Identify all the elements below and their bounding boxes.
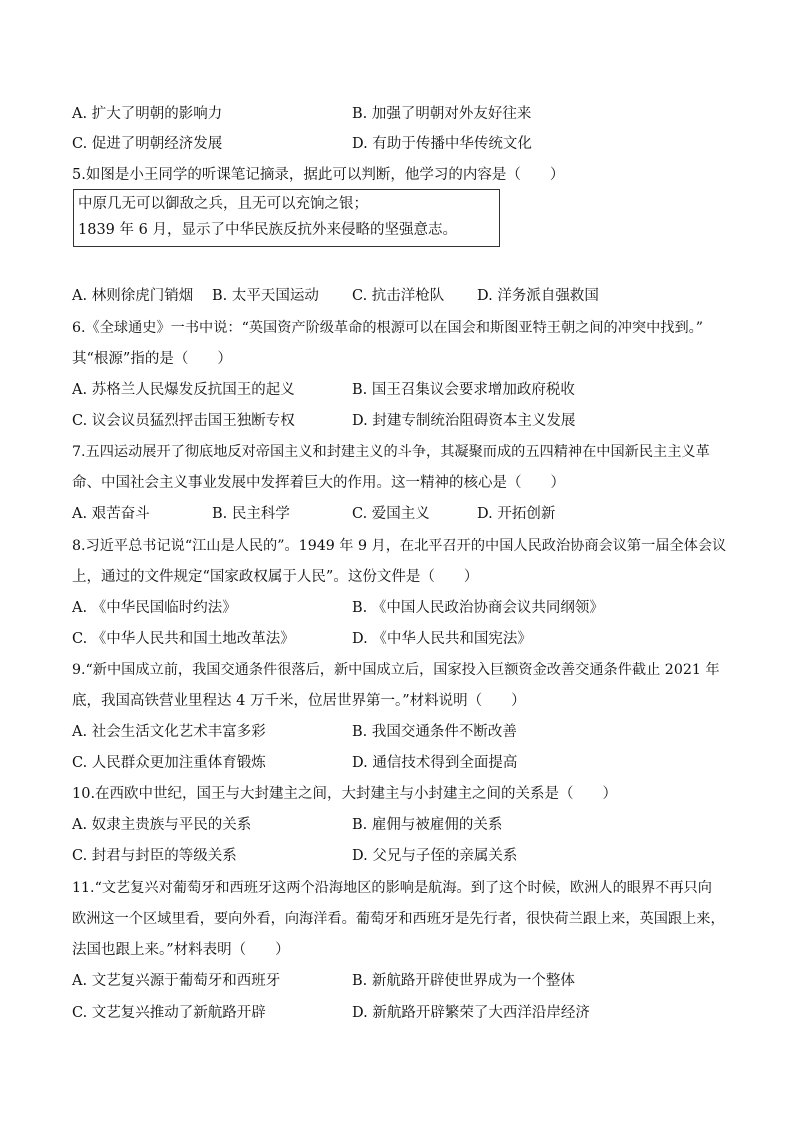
q8-option-b: B. 《中国人民政治协商会议共同纲领》	[352, 600, 604, 616]
q4-option-d: D. 有助于传播中华传统文化	[352, 136, 532, 152]
q5-option-a: A. 林则徐虎门销烟	[72, 288, 194, 304]
q9-option-a: A. 社会生活文化艺术丰富多彩	[72, 724, 266, 740]
q8-stem-line-1: 8.习近平总书记说“江山是人民的”。1949 年 9 月，在北平召开的中国人民政治协商会议第一届全体会议	[72, 538, 727, 554]
q5-option-d: D. 洋务派自强救国	[477, 288, 599, 304]
q11-stem-line-2: 欧洲这一个区域里看，要向外看，向海洋看。葡萄牙和西班牙是先行者，很快荷兰跟上来，英国跟上来，	[72, 911, 725, 927]
q11-stem-line-1: 11.“文艺复兴对葡萄牙和西班牙这两个沿海地区的影响是航海。到了这个时候，欧洲人的眼界不再只向	[72, 880, 712, 896]
q8-stem-line-2: 上，通过的文件规定“国家政权属于人民”。这份文件是（ ）	[72, 569, 479, 585]
q5-option-c: C. 抗击洋枪队	[352, 288, 445, 304]
q7-option-b: B. 民主科学	[212, 506, 290, 522]
q7-option-a: A. 艰苦奋斗	[72, 506, 150, 522]
q4-option-c: C. 促进了明朝经济发展	[72, 136, 223, 152]
q6-option-c: C. 议会议员猛烈抨击国王独断专权	[72, 413, 295, 429]
q9-option-c: C. 人民群众更加注重体育锻炼	[72, 755, 266, 771]
q9-stem-line-2: 底，我国高铁营业里程达 4 万千米，位居世界第一。”材料说明（ ）	[72, 693, 526, 709]
q6-stem-line-1: 6.《全球通史》一书中说：“英国资产阶级革命的根源可以在国会和斯图亚特王朝之间的冲突中找到。”	[72, 320, 704, 336]
q9-option-d: D. 通信技术得到全面提高	[352, 755, 518, 771]
q5-option-b: B. 太平天国运动	[212, 288, 319, 304]
q7-option-c: C. 爱国主义	[352, 506, 430, 522]
q7-option-d: D. 开拓创新	[477, 506, 556, 522]
q10-option-d: D. 父兄与子侄的亲属关系	[352, 848, 518, 864]
q8-option-c: C. 《中华人民共和国土地改革法》	[72, 631, 295, 647]
q9-option-b: B. 我国交通条件不断改善	[352, 724, 517, 740]
q11-option-b: B. 新航路开辟使世界成为一个整体	[352, 973, 575, 989]
q6-option-a: A. 苏格兰人民爆发反抗国王的起义	[72, 382, 295, 398]
q7-stem-line-1: 7.五四运动展开了彻底地反对帝国主义和封建主义的斗争，其凝聚而成的五四精神在中国新民主主义革	[72, 444, 710, 460]
q5-note-line-1: 中原几无可以御敌之兵，且无可以充饷之银；	[78, 196, 368, 212]
q4-option-b: B. 加强了明朝对外友好往来	[352, 106, 532, 122]
q6-stem-line-2: 其“根源”指的是（ ）	[72, 351, 232, 367]
q10-option-b: B. 雇佣与被雇佣的关系	[352, 817, 503, 833]
q8-option-a: A. 《中华民国临时约法》	[72, 600, 237, 616]
q6-option-b: B. 国王召集议会要求增加政府税收	[352, 382, 575, 398]
q5-note-line-2: 1839 年 6 月，显示了中华民族反抗外来侵略的坚强意志。	[78, 222, 457, 238]
q7-stem-line-2: 命、中国社会主义事业发展中发挥着巨大的作用。这一精神的核心是（ ）	[72, 475, 565, 491]
q6-option-d: D. 封建专制统治阻碍资本主义发展	[352, 413, 576, 429]
q11-option-c: C. 文艺复兴推动了新航路开辟	[72, 1005, 266, 1021]
q11-option-a: A. 文艺复兴源于葡萄牙和西班牙	[72, 973, 281, 989]
q10-option-c: C. 封君与封臣的等级关系	[72, 848, 237, 864]
q5-stem: 5.如图是小王同学的听课笔记摘录，据此可以判断，他学习的内容是（ ）	[72, 167, 565, 183]
q10-option-a: A. 奴隶主贵族与平民的关系	[72, 817, 252, 833]
q4-option-a: A. 扩大了明朝的影响力	[72, 106, 223, 122]
q9-stem-line-1: 9.“新中国成立前，我国交通条件很落后，新中国成立后，国家投入巨额资金改善交通条件截止 2021 年	[72, 662, 720, 678]
q10-stem: 10.在西欧中世纪，国王与大封建主之间，大封建主与小封建主之间的关系是（ ）	[72, 786, 618, 802]
q11-option-d: D. 新航路开辟繁荣了大西洋沿岸经济	[352, 1005, 590, 1021]
q8-option-d: D. 《中华人民共和国宪法》	[352, 631, 532, 647]
q11-stem-line-3: 法国也跟上来。”材料表明（ ）	[72, 942, 290, 958]
q5-note-box	[73, 189, 500, 247]
